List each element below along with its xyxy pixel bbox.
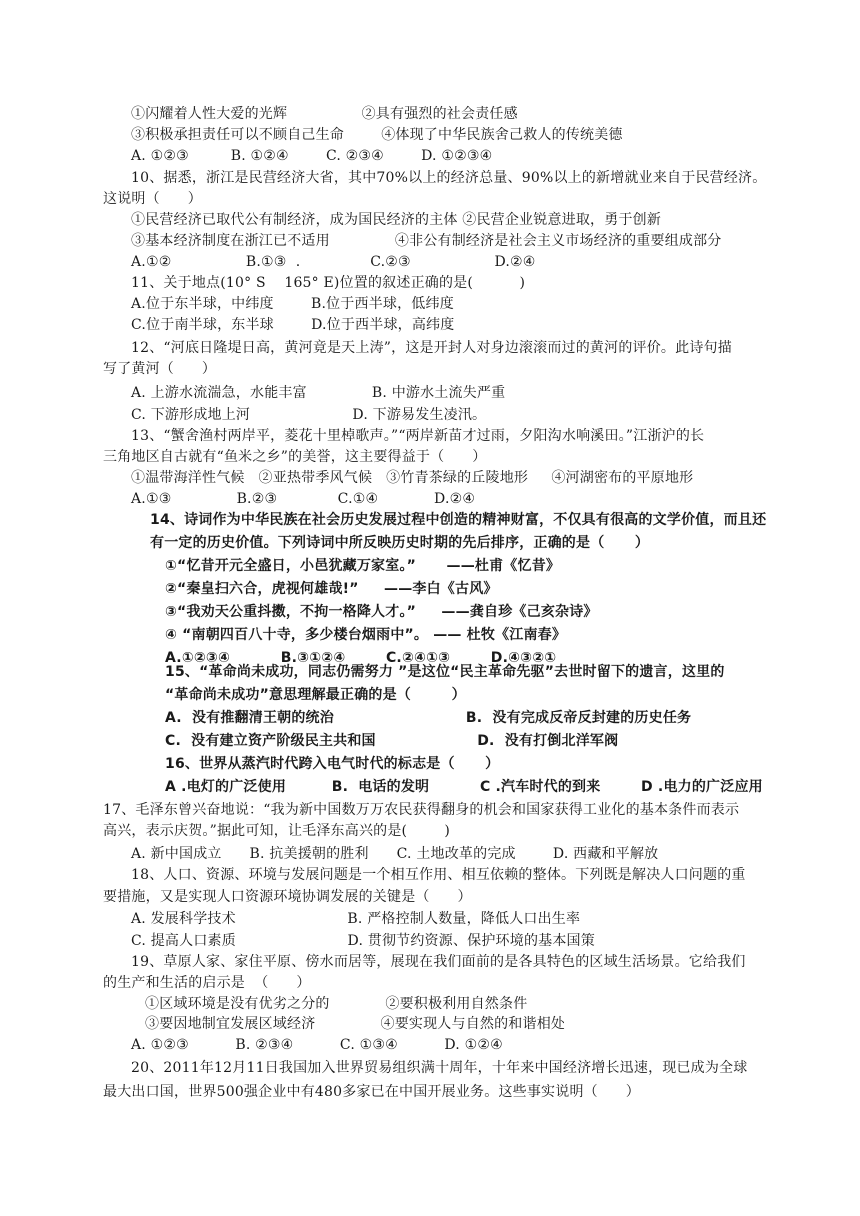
q14-stem: 14、诗词作为中华民族在社会历史发展过程中创造的精神财富，不仅具有很高的文学价值，而且还 xyxy=(150,512,767,528)
q12-stem-cont: 写了黄河（ ） xyxy=(103,361,217,377)
q13-options: ①温带海洋性气候 ②亚热带季风气候 ③竹青茶绿的丘陵地形 ④河湖密布的平原地形 xyxy=(131,470,694,486)
q15-choices-cd: C. 没有建立资产阶级民主共和国 D. 没有打倒北洋军阀 xyxy=(165,733,619,749)
q10-answer-choices: A.①② B.①③ . C.②③ D.②④ xyxy=(131,254,536,270)
q10-stem: 10、据悉，浙江是民营经济大省，其中70%以上的经济总量、90%以上的新增就业来自于民营经济。 xyxy=(131,170,767,186)
q20-stem-cont: 最大出口国，世界500强企业中有480多家已在中国开展业务。这些事实说明（ ） xyxy=(103,1084,640,1100)
q17-stem-cont: 高兴，表示庆贺。”据此可知，让毛泽东高兴的是( ) xyxy=(103,823,451,839)
q13-stem: 13、“蟹舍渔村两岸平，菱花十里棹歌声。”“两岸新苗才过雨，夕阳沟水响溪田。”江浙沪的长 xyxy=(131,428,705,444)
q12-choices-ab: A. 上游水流湍急，水能丰富 B. 中游水土流失严重 xyxy=(131,385,506,401)
q14-stem-cont: 有一定的历史价值。下列诗词中所反映历史时期的先后排序，正确的是（ ） xyxy=(150,535,650,551)
q19-stem: 19、草原人家、家住平原、傍水而居等，展现在我们面前的是各具特色的区域生活场景。它给我们 xyxy=(131,954,746,970)
q18-choices-ab: A. 发展科学技术 B. 严格控制人数量，降低人口出生率 xyxy=(131,911,581,927)
q19-option-1-2: ①区域环境是没有优劣之分的 ②要积极利用自然条件 xyxy=(145,996,528,1012)
q10-stem-cont: 这说明（ ） xyxy=(103,191,202,207)
q11-choices-cd: C.位于南半球，东半球 D.位于西半球，高纬度 xyxy=(131,317,455,333)
q14-answer-choices: A.①②③④ B.③①②④ C.②④①③ D.④③②① xyxy=(165,650,557,666)
q14-poem-1: ①“忆昔开元全盛日，小邑犹藏万家室。” ——杜甫《忆昔》 xyxy=(165,558,561,574)
q12-choices-cd: C. 下游形成地上河 D. 下游易发生凌汛。 xyxy=(131,407,487,423)
q15-choices-ab: A. 没有推翻清王朝的统治 B. 没有完成反帝反封建的历史任务 xyxy=(165,710,692,726)
q10-option-3-4: ③基本经济制度在浙江已不适用 ④非公有制经济是社会主义市场经济的重要组成部分 xyxy=(131,233,722,249)
q19-option-3-4: ③要因地制宜发展区域经济 ④要实现人与自然的和谐相处 xyxy=(145,1016,566,1032)
q9-option-3-4: ③积极承担责任可以不顾自己生命 ④体现了中华民族舍己救人的传统美德 xyxy=(131,127,623,143)
q18-stem-cont: 要措施，又是实现人口资源环境协调发展的关键是（ ） xyxy=(103,889,472,905)
q9-option-1-2: ①闪耀着人性大爱的光辉 ②具有强烈的社会责任感 xyxy=(131,106,518,122)
q17-choices: A. 新中国成立 B. 抗美援朝的胜利 C. 土地改革的完成 D. 西藏和平解放 xyxy=(131,846,659,862)
q18-choices-cd: C. 提高人口素质 D. 贯彻节约资源、保护环境的基本国策 xyxy=(131,933,595,949)
q14-poem-2: ②“秦皇扫六合，虎视何雄哉!” ——李白《古风》 xyxy=(165,581,498,597)
q17-stem: 17、毛泽东曾兴奋地说：“我为新中国数万万农民获得翻身的机会和国家获得工业化的基本条件而表示 xyxy=(103,802,740,818)
q14-poem-4: ④ “南朝四百八十寺，多少楼台烟雨中”。 —— 杜牧《江南春》 xyxy=(165,627,567,643)
q19-answer-choices: A. ①②③ B. ②③④ C. ①③④ D. ①②④ xyxy=(131,1037,503,1053)
q16-choices: A .电灯的广泛使用 B. 电话的发明 C .汽车时代的到来 D .电力的广泛应用 xyxy=(165,779,763,795)
q16-stem: 16、世界从蒸汽时代跨入电气时代的标志是（ ） xyxy=(165,756,500,772)
q13-answer-choices: A.①③ B.②③ C.①④ D.②④ xyxy=(131,491,476,507)
q15-stem-cont: “革命尚未成功”意思理解最正确的是（ ） xyxy=(165,687,466,703)
q13-stem-cont: 三角地区自古就有“鱼米之乡”的美誉，这主要得益于（ ） xyxy=(103,449,487,465)
q11-stem: 11、关于地点(10° S 165° E)位置的叙述正确的是( ) xyxy=(131,275,526,291)
q12-stem: 12、“河底日隆堤日高，黄河竟是天上涛”，这是开封人对身边滚滚而过的黄河的评价。此诗句描 xyxy=(131,340,732,356)
q20-stem: 20、2011年12月11日我国加入世界贸易组织满十周年，十年来中国经济增长迅速，现已成为全球 xyxy=(131,1060,748,1076)
q18-stem: 18、人口、资源、环境与发展问题是一个相互作用、相互依赖的整体。下列既是解决人口问题的重 xyxy=(131,867,746,883)
q9-answer-choices: A. ①②③ B. ①②④ C. ②③④ D. ①②③④ xyxy=(131,148,493,164)
q11-choices-ab: A.位于东半球，中纬度 B.位于西半球，低纬度 xyxy=(131,296,454,312)
q14-poem-3: ③“我劝天公重抖擞，不拘一格降人才。” ——龚自珍《己亥杂诗》 xyxy=(165,604,598,620)
q19-stem-cont: 的生产和生活的启示是 （ ） xyxy=(103,975,311,991)
q15-stem: 15、“革命尚未成功，同志仍需努力 ”是这位“民主革命先驱”去世时留下的遗言，这里的 xyxy=(165,664,725,680)
q10-option-1-2: ①民营经济已取代公有制经济，成为国民经济的主体 ②民营企业锐意进取，勇于创新 xyxy=(131,212,662,228)
